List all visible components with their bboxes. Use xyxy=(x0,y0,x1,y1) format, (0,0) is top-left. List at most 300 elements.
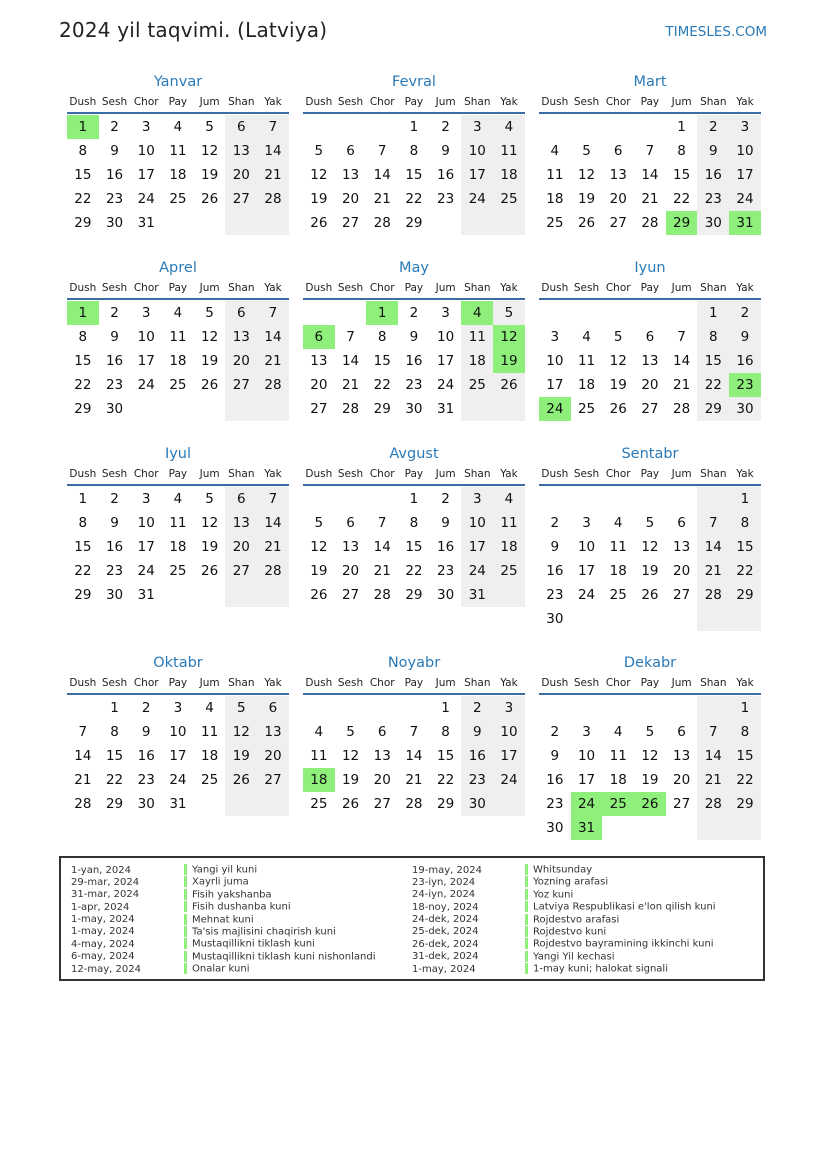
legend-holiday-name: Rojdestvo bayramining ikkinchi kuni xyxy=(533,938,714,950)
day-cell: 9 xyxy=(409,329,419,345)
day-cell: 2 xyxy=(409,305,419,321)
day-cell: 13 xyxy=(609,167,627,183)
day-cell: 22 xyxy=(74,191,92,207)
legend-holiday-name: Ta'sis majlisini chaqirish kuni xyxy=(192,926,336,938)
weekday-label: Dush xyxy=(541,282,569,294)
day-cell: 20 xyxy=(609,191,627,207)
holiday-day-cell: 24 xyxy=(571,792,603,816)
day-cell: 14 xyxy=(373,167,391,183)
day-cell: 21 xyxy=(697,768,729,792)
weekday-header xyxy=(539,464,761,486)
day-cell: 16 xyxy=(137,748,155,764)
day-cell: 10 xyxy=(169,724,187,740)
weekday-label: Shan xyxy=(700,96,727,108)
holiday-day-cell: 18 xyxy=(303,768,335,792)
day-cell: 1 xyxy=(729,487,761,511)
legend-holiday-name: Fisih dushanba kuni xyxy=(192,901,291,913)
day-grid xyxy=(67,487,289,607)
weekday-label: Sesh xyxy=(101,282,128,294)
day-cell: 15 xyxy=(729,535,761,559)
day-cell: 30 xyxy=(461,792,493,816)
weekday-label: Yak xyxy=(736,677,754,689)
weekday-label: Shan xyxy=(228,282,255,294)
day-cell: 2 xyxy=(110,491,119,507)
weekday-label: Pay xyxy=(168,96,188,108)
legend-date: 1-may, 2024 xyxy=(412,963,476,975)
day-cell: 15 xyxy=(405,167,423,183)
day-cell: 17 xyxy=(729,163,761,187)
day-cell: 6 xyxy=(645,329,655,345)
day-cell: 17 xyxy=(577,563,596,579)
day-cell: 9 xyxy=(550,539,560,555)
weekday-label: Jum xyxy=(199,96,220,108)
day-cell: 26 xyxy=(609,401,627,417)
month-iyul xyxy=(67,444,289,607)
month-dekabr xyxy=(539,653,761,840)
day-cell: 23 xyxy=(105,563,124,579)
day-cell: 5 xyxy=(314,143,324,159)
day-cell: 13 xyxy=(225,325,257,349)
day-cell: 5 xyxy=(205,305,214,321)
day-cell: 8 xyxy=(409,515,419,531)
legend-row xyxy=(412,914,716,926)
day-cell: 20 xyxy=(225,535,257,559)
day-cell: 17 xyxy=(137,167,155,183)
day-cell: 18 xyxy=(461,349,493,373)
day-cell: 19 xyxy=(225,744,257,768)
weekday-label: Chor xyxy=(605,468,631,480)
day-cell: 26 xyxy=(310,215,328,231)
day-cell: 30 xyxy=(546,611,564,627)
month-name: Oktabr xyxy=(153,655,203,671)
weekday-label: Dush xyxy=(541,677,569,689)
holiday-color-marker xyxy=(525,914,528,925)
day-cell: 1 xyxy=(110,700,119,716)
weekday-label: Dush xyxy=(69,468,97,480)
empty-cell xyxy=(493,583,525,607)
day-cell: 5 xyxy=(582,143,591,159)
day-cell: 25 xyxy=(169,563,187,579)
holiday-color-marker xyxy=(184,914,187,925)
day-cell: 3 xyxy=(582,724,591,740)
day-cell: 7 xyxy=(257,301,289,325)
day-cell: 28 xyxy=(257,373,289,397)
day-cell: 23 xyxy=(546,796,564,812)
empty-cell xyxy=(257,211,289,235)
day-cell: 13 xyxy=(257,720,289,744)
day-cell: 18 xyxy=(169,539,187,555)
day-cell: 22 xyxy=(74,563,92,579)
empty-cell xyxy=(162,583,194,607)
weekday-label: Sesh xyxy=(337,282,364,294)
empty-cell xyxy=(493,397,525,421)
day-cell: 30 xyxy=(697,211,729,235)
empty-cell xyxy=(398,696,430,720)
day-cell: 31 xyxy=(437,401,455,417)
day-cell: 27 xyxy=(225,187,257,211)
weekday-label: Dush xyxy=(305,282,333,294)
month-name: Yanvar xyxy=(153,74,203,90)
day-cell: 24 xyxy=(461,559,493,583)
empty-cell xyxy=(602,607,634,631)
day-cell: 5 xyxy=(613,329,623,345)
day-cell: 21 xyxy=(697,559,729,583)
weekday-label: Jum xyxy=(199,468,220,480)
empty-cell xyxy=(225,792,257,816)
day-cell: 26 xyxy=(225,768,257,792)
holiday-color-marker xyxy=(184,963,187,974)
day-cell: 13 xyxy=(673,748,691,764)
day-cell: 24 xyxy=(137,377,155,393)
legend-column-left xyxy=(71,864,376,976)
holiday-day-cell: 1 xyxy=(366,301,398,325)
weekday-label: Jum xyxy=(671,96,692,108)
weekday-label: Sesh xyxy=(573,96,600,108)
day-cell: 1 xyxy=(677,119,686,135)
weekday-label: Pay xyxy=(640,282,660,294)
day-cell: 18 xyxy=(546,191,564,207)
day-grid xyxy=(67,115,289,235)
day-cell: 11 xyxy=(310,748,328,764)
weekday-label: Shan xyxy=(228,96,255,108)
weekday-label: Jum xyxy=(435,677,456,689)
day-cell: 15 xyxy=(437,748,455,764)
legend-date: 31-dek, 2024 xyxy=(412,951,479,963)
holiday-color-marker xyxy=(184,926,187,937)
day-cell: 12 xyxy=(341,748,360,764)
legend-holiday-name: 1-may kuni; halokat signali xyxy=(533,963,668,975)
day-cell: 30 xyxy=(105,401,124,417)
empty-cell xyxy=(335,696,367,720)
weekday-label: Yak xyxy=(500,282,518,294)
weekday-label: Jum xyxy=(671,282,692,294)
day-cell: 5 xyxy=(493,301,525,325)
legend-row xyxy=(71,914,376,926)
day-cell: 4 xyxy=(173,119,183,135)
day-cell: 10 xyxy=(577,748,596,764)
legend-row xyxy=(412,951,716,963)
day-cell: 15 xyxy=(729,744,761,768)
weekday-label: Chor xyxy=(133,96,159,108)
weekday-label: Sesh xyxy=(101,677,128,689)
day-cell: 7 xyxy=(697,720,729,744)
day-cell: 13 xyxy=(641,353,659,369)
empty-cell xyxy=(602,487,634,511)
weekday-label: Dush xyxy=(69,282,97,294)
holiday-color-marker xyxy=(525,951,528,962)
weekday-label: Dush xyxy=(69,96,97,108)
weekday-label: Chor xyxy=(133,468,159,480)
weekday-header xyxy=(303,278,525,300)
day-cell: 2 xyxy=(697,115,729,139)
day-cell: 26 xyxy=(341,796,360,812)
day-grid xyxy=(539,696,761,840)
day-cell: 23 xyxy=(697,187,729,211)
legend-row xyxy=(71,951,376,963)
day-cell: 6 xyxy=(225,301,257,325)
month-name: May xyxy=(399,260,429,276)
day-cell: 20 xyxy=(341,563,360,579)
day-grid xyxy=(539,301,761,421)
day-cell: 5 xyxy=(645,724,655,740)
day-cell: 25 xyxy=(609,587,627,603)
day-cell: 7 xyxy=(677,329,686,345)
day-cell: 21 xyxy=(257,349,289,373)
day-cell: 20 xyxy=(373,772,391,788)
day-cell: 1 xyxy=(441,700,450,716)
legend-row xyxy=(71,901,376,913)
day-cell: 24 xyxy=(729,187,761,211)
day-cell: 14 xyxy=(341,353,360,369)
day-cell: 12 xyxy=(577,167,596,183)
day-cell: 19 xyxy=(201,167,219,183)
day-cell: 19 xyxy=(201,539,219,555)
day-cell: 27 xyxy=(341,215,360,231)
day-cell: 28 xyxy=(697,583,729,607)
day-cell: 4 xyxy=(613,724,623,740)
empty-cell xyxy=(571,115,603,139)
day-cell: 12 xyxy=(201,515,219,531)
day-cell: 23 xyxy=(461,768,493,792)
day-grid xyxy=(539,115,761,235)
weekday-label: Jum xyxy=(199,677,220,689)
day-cell: 25 xyxy=(493,187,525,211)
day-cell: 17 xyxy=(137,539,155,555)
holiday-day-cell: 25 xyxy=(602,792,634,816)
day-cell: 28 xyxy=(373,587,391,603)
day-cell: 8 xyxy=(377,329,387,345)
day-cell: 24 xyxy=(493,768,525,792)
day-cell: 19 xyxy=(641,563,659,579)
weekday-label: Sesh xyxy=(337,96,364,108)
holiday-day-cell: 24 xyxy=(539,397,571,421)
day-grid xyxy=(539,487,761,631)
day-cell: 13 xyxy=(225,139,257,163)
day-cell: 16 xyxy=(105,539,124,555)
day-cell: 21 xyxy=(257,535,289,559)
day-cell: 31 xyxy=(137,215,155,231)
weekday-label: Jum xyxy=(435,96,456,108)
empty-cell xyxy=(602,816,634,840)
empty-cell xyxy=(335,115,367,139)
site-link[interactable]: TIMESLES.COM xyxy=(665,24,767,40)
day-cell: 22 xyxy=(105,772,124,788)
day-cell: 18 xyxy=(169,167,187,183)
month-name: Iyun xyxy=(634,260,666,276)
day-cell: 28 xyxy=(257,559,289,583)
day-cell: 3 xyxy=(550,329,560,345)
day-cell: 11 xyxy=(493,511,525,535)
day-cell: 16 xyxy=(105,167,124,183)
day-cell: 19 xyxy=(609,377,627,393)
empty-cell xyxy=(666,487,698,511)
weekday-label: Chor xyxy=(369,677,395,689)
day-cell: 29 xyxy=(697,397,729,421)
legend-row xyxy=(71,876,376,888)
holiday-color-marker xyxy=(184,938,187,949)
day-cell: 25 xyxy=(493,559,525,583)
day-cell: 17 xyxy=(169,748,187,764)
month-name: Dekabr xyxy=(623,655,677,671)
empty-cell xyxy=(303,115,335,139)
day-cell: 6 xyxy=(225,487,257,511)
day-cell: 11 xyxy=(169,143,187,159)
day-cell: 14 xyxy=(257,511,289,535)
empty-cell xyxy=(602,115,634,139)
day-cell: 21 xyxy=(74,772,92,788)
weekday-label: Sesh xyxy=(337,677,364,689)
day-cell: 3 xyxy=(729,115,761,139)
empty-cell xyxy=(539,301,571,325)
day-cell: 31 xyxy=(461,583,493,607)
legend-date: 6-may, 2024 xyxy=(71,951,135,963)
day-cell: 11 xyxy=(201,724,219,740)
legend-holiday-name: Latviya Respublikasi e'lon qilish kuni xyxy=(533,901,716,913)
day-cell: 7 xyxy=(697,511,729,535)
day-cell: 17 xyxy=(577,772,596,788)
legend-holiday-name: Rojdestvo kuni xyxy=(533,926,607,938)
day-cell: 21 xyxy=(673,377,691,393)
empty-cell xyxy=(539,696,571,720)
weekday-label: Shan xyxy=(464,677,491,689)
weekday-label: Yak xyxy=(500,677,518,689)
holiday-legend xyxy=(59,856,765,981)
legend-holiday-name: Fisih yakshanba xyxy=(192,889,272,901)
legend-holiday-name: Xayrli juma xyxy=(192,876,249,888)
holiday-color-marker xyxy=(525,889,528,900)
day-cell: 23 xyxy=(105,191,124,207)
day-cell: 15 xyxy=(697,349,729,373)
day-cell: 22 xyxy=(673,191,691,207)
legend-date: 4-may, 2024 xyxy=(71,938,135,950)
day-cell: 7 xyxy=(78,724,88,740)
day-grid xyxy=(303,301,525,421)
weekday-label: Chor xyxy=(133,677,159,689)
legend-date: 1-may, 2024 xyxy=(71,926,135,938)
day-cell: 3 xyxy=(141,491,151,507)
day-cell: 5 xyxy=(205,491,214,507)
empty-cell xyxy=(225,397,257,421)
day-cell: 17 xyxy=(137,353,155,369)
weekday-header xyxy=(303,464,525,486)
day-cell: 9 xyxy=(441,143,450,159)
day-cell: 6 xyxy=(225,115,257,139)
day-cell: 16 xyxy=(546,772,564,788)
weekday-label: Pay xyxy=(168,677,188,689)
day-cell: 20 xyxy=(225,163,257,187)
day-cell: 14 xyxy=(257,139,289,163)
day-cell: 7 xyxy=(377,515,387,531)
empty-cell xyxy=(493,792,525,816)
empty-cell xyxy=(194,583,226,607)
empty-cell xyxy=(366,696,398,720)
day-cell: 29 xyxy=(74,401,92,417)
day-cell: 12 xyxy=(641,539,659,555)
legend-holiday-name: Onalar kuni xyxy=(192,963,250,975)
day-cell: 20 xyxy=(641,377,659,393)
day-cell: 4 xyxy=(493,115,525,139)
day-cell: 5 xyxy=(314,515,324,531)
day-cell: 8 xyxy=(697,325,729,349)
month-name: Aprel xyxy=(159,260,197,276)
day-cell: 23 xyxy=(105,377,124,393)
weekday-label: Chor xyxy=(369,96,395,108)
weekday-header xyxy=(303,92,525,114)
holiday-color-marker xyxy=(525,901,528,912)
weekday-label: Dush xyxy=(69,677,97,689)
empty-cell xyxy=(493,211,525,235)
weekday-label: Dush xyxy=(305,468,333,480)
day-cell: 15 xyxy=(673,167,691,183)
empty-cell xyxy=(335,487,367,511)
weekday-label: Shan xyxy=(700,468,727,480)
month-noyabr xyxy=(303,653,525,816)
empty-cell xyxy=(194,397,226,421)
day-cell: 10 xyxy=(137,329,155,345)
day-cell: 21 xyxy=(373,191,391,207)
legend-row xyxy=(412,864,716,876)
day-cell: 30 xyxy=(105,215,124,231)
day-cell: 8 xyxy=(78,329,88,345)
day-cell: 22 xyxy=(74,377,92,393)
day-cell: 24 xyxy=(577,587,596,603)
day-cell: 1 xyxy=(409,491,419,507)
day-cell: 5 xyxy=(645,515,655,531)
day-cell: 26 xyxy=(577,215,596,231)
holiday-day-cell: 19 xyxy=(493,349,525,373)
legend-row xyxy=(71,864,376,876)
holiday-color-marker xyxy=(525,926,528,937)
holiday-color-marker xyxy=(525,876,528,887)
empty-cell xyxy=(729,816,761,840)
day-cell: 22 xyxy=(697,373,729,397)
day-cell: 10 xyxy=(137,143,155,159)
month-oktabr xyxy=(67,653,289,816)
weekday-header xyxy=(539,278,761,300)
day-cell: 19 xyxy=(201,353,219,369)
day-cell: 4 xyxy=(613,515,623,531)
day-cell: 18 xyxy=(577,377,596,393)
day-cell: 6 xyxy=(346,515,355,531)
day-cell: 2 xyxy=(110,119,119,135)
weekday-label: Jum xyxy=(671,468,692,480)
day-cell: 27 xyxy=(373,796,391,812)
legend-holiday-name: Whitsunday xyxy=(533,864,593,876)
day-cell: 28 xyxy=(405,796,423,812)
empty-cell xyxy=(303,696,335,720)
day-cell: 30 xyxy=(729,397,761,421)
day-cell: 7 xyxy=(257,115,289,139)
holiday-day-cell: 4 xyxy=(461,301,493,325)
day-cell: 24 xyxy=(437,377,455,393)
day-grid xyxy=(67,301,289,421)
weekday-label: Dush xyxy=(541,96,569,108)
day-cell: 20 xyxy=(310,377,328,393)
day-cell: 6 xyxy=(257,696,289,720)
legend-date: 24-iyn, 2024 xyxy=(412,889,476,901)
day-cell: 8 xyxy=(441,724,450,740)
weekday-label: Shan xyxy=(228,677,255,689)
legend-date: 29-mar, 2024 xyxy=(71,876,140,888)
day-cell: 3 xyxy=(461,115,493,139)
day-cell: 13 xyxy=(341,539,360,555)
legend-date: 19-may, 2024 xyxy=(412,864,482,876)
page-title: 2024 yil taqvimi. (Latviya) xyxy=(59,18,328,42)
empty-cell xyxy=(461,397,493,421)
day-cell: 22 xyxy=(405,563,423,579)
day-cell: 10 xyxy=(493,720,525,744)
day-cell: 15 xyxy=(74,167,92,183)
